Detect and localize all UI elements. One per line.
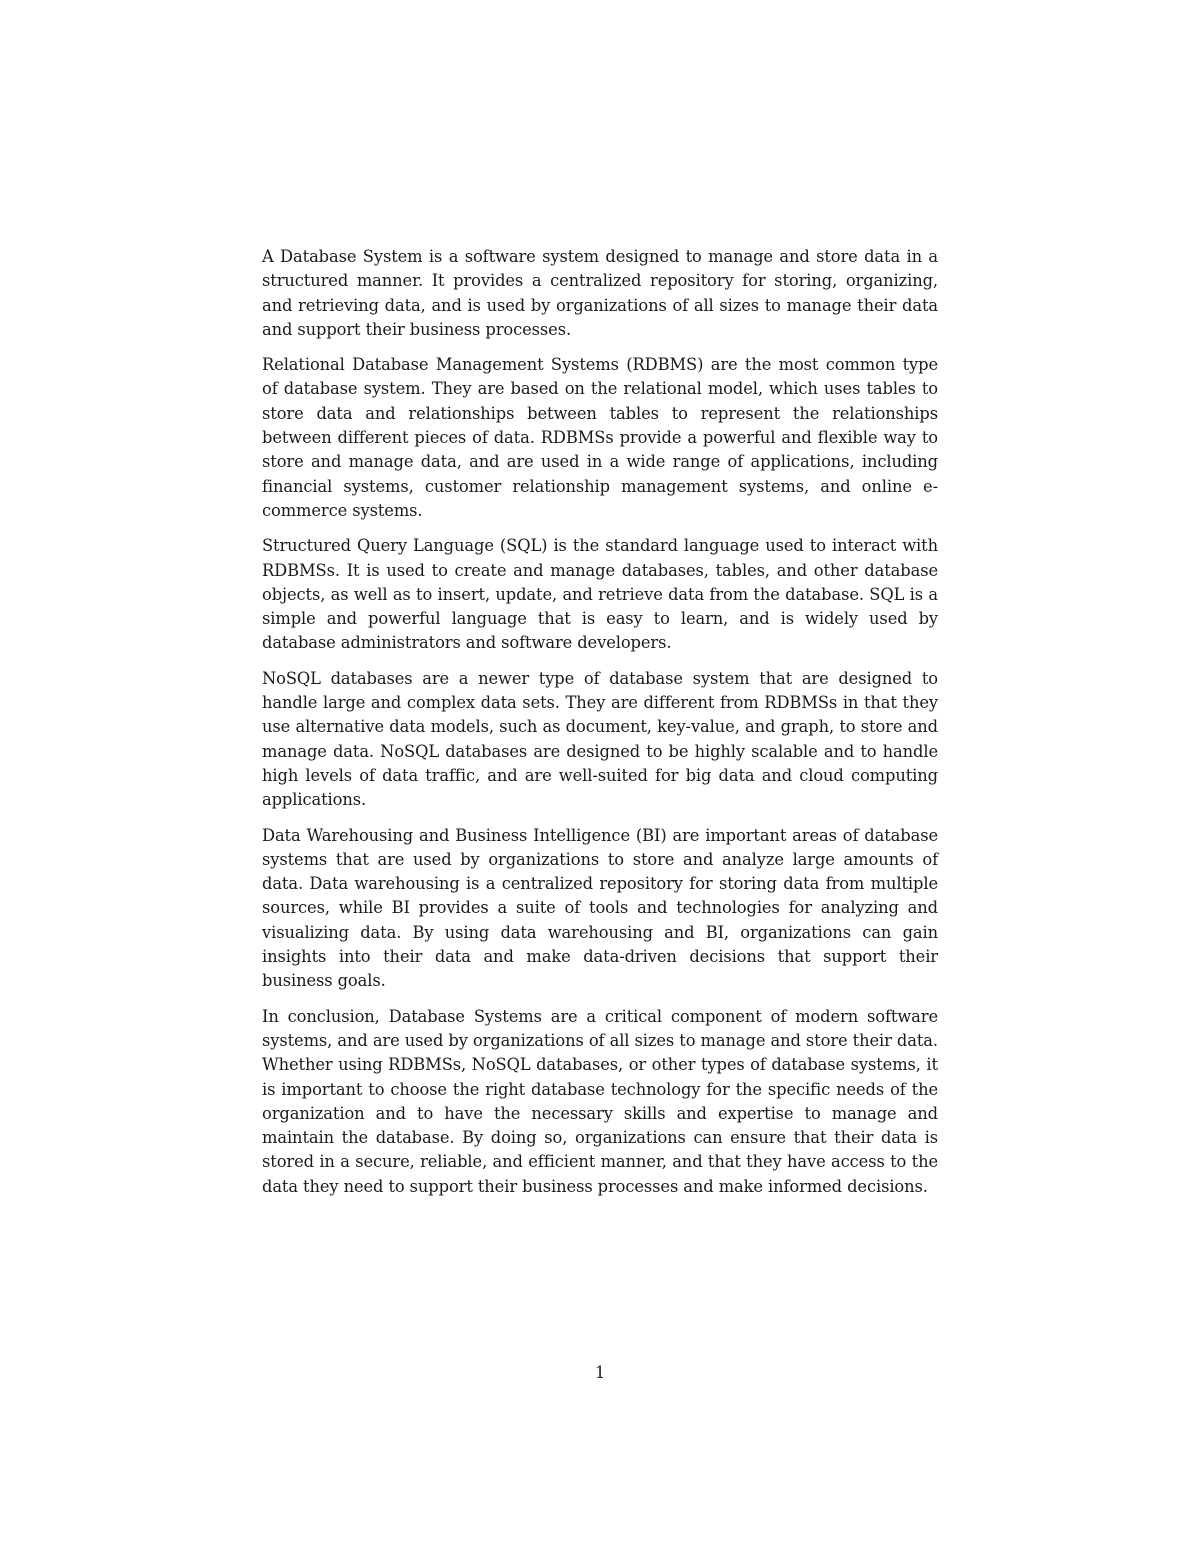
page-number: 1	[594, 1363, 606, 1382]
paragraph-conclusion: In conclusion, Database Systems are a critical component of modern software systems, and are used by organizations of all sizes to manage and store their data. Whether using RDBMSs, NoSQL databases, or other types of database systems, it is important to choose the right database technology for the specific needs of the organization and to have the necessary skills and expertise to manage and maintain the database. By doing so, organizations can ensure that their data is stored in a secure, reliable, and efficient manner, and that they have access to the data they need to support their business processes and make informed decisions.	[262, 1006, 938, 1196]
paragraph-sql: Structured Query Language (SQL) is the standard language used to interact with RDBMSs. It is used to create and manage databases, tables, and other database objects, as well as to insert, update, and retrieve data from the database. SQL is a simple and powerful language that is easy to learn, and is widely used by database administrators and software developers.	[262, 536, 938, 653]
paragraph-data-warehousing: Data Warehousing and Business Intelligence (BI) are important areas of database systems that are used by organizations to store and analyze large amounts of data. Data warehousing is a centralized repository for storing data from multiple sources, while BI provides a suite of tools and technologies for analyzing and visualizing data. By using data warehousing and BI, organizations can gain insights into their data and make data-driven decisions that support their business goals.	[262, 825, 938, 991]
paragraph-rdbms: Relational Database Management Systems (RDBMS) are the most common type of database system. They are based on the relational model, which uses tables to store data and relationships between tables to represent the relationships between different pieces of data. RDBMSs provide a powerful and flexible way to store and manage data, and are used in a wide range of applications, including financial systems, customer relationship management systems, and online e-commerce systems.	[262, 355, 938, 520]
paragraph-intro: A Database System is a software system designed to manage and store data in a structured manner. It provides a centralized repository for storing, organizing, and retrieving data, and is used by organizations of all sizes to manage their data and support their business processes.	[262, 247, 938, 339]
body-text	[262, 245, 938, 1210]
paragraph-nosql: NoSQL databases are a newer type of database system that are designed to handle large and complex data sets. They are different from RDBMSs in that they use alternative data models, such as document, key-value, and graph, to store and manage data. NoSQL databases are designed to be highly scalable and to handle high levels of data traffic, and are well-suited for big data and cloud computing applications.	[262, 668, 938, 810]
